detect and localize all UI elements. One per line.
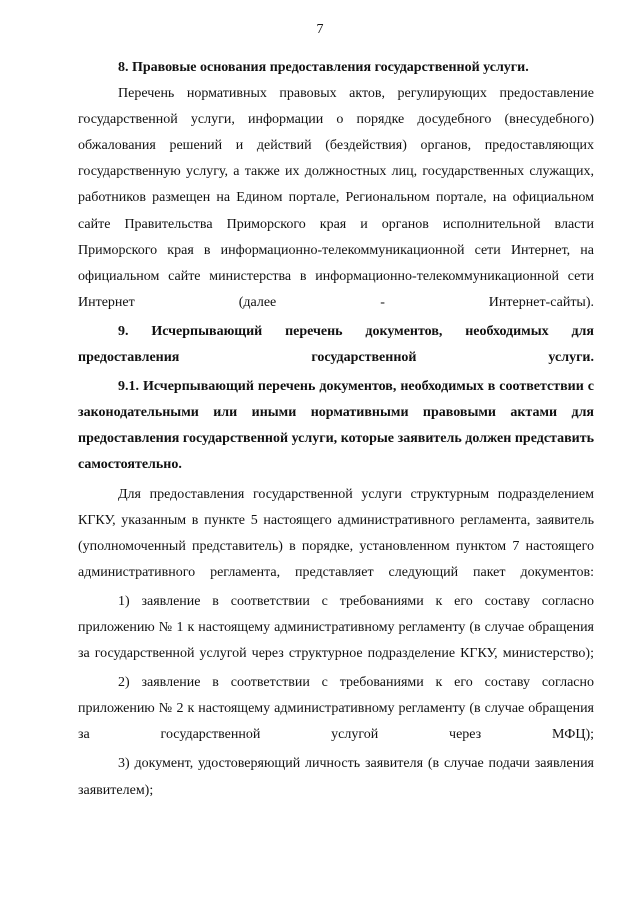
page-number: 7 [316,22,324,37]
section-9-1-heading: 9.1. Исчерпывающий перечень документов, необходимых в соответствии с законодательными или иными нормативными правовыми актами для предоставления государственной услуги, которые заявитель должен представить самостоятельно. [78,379,594,473]
document-body [78,55,594,804]
section-9-heading: 9. Исчерпывающий перечень документов, необходимых для предоставления государственной услуги. [78,323,594,366]
section-8-paragraph: Перечень нормативных правовых актов, регулирующих предоставление государственной услуги, информации о порядке досудебного (внесудебного) обжалования решений и действий (бездействия) органов, предоставляющих государственную услугу, а также их должностных лиц, государственных служащих, работников размещен на Едином портале, Региональном портале, на официальном сайте Правительства Приморского края и органов исполнительной власти Приморского края в информационно-телекоммуникационной сети Интернет, на официальном сайте министерства в информационно-телекоммуникационной сети Интернет (далее - Интернет-сайты). [78,86,594,310]
list-item-3: 3) документ, удостоверяющий личность заявителя (в случае подачи заявления заявителем); [78,756,594,798]
list-item-1: 1) заявление в соответствии с требованиями к его составу согласно приложению № 1 к настоящему административному регламенту (в случае обращения за государственной услугой через структурное подразделение КГКУ, министерство); [78,593,594,662]
section-8-heading: 8. Правовые основания предоставления государственной услуги. [118,60,529,75]
list-item-2: 2) заявление в соответствии с требованиями к его составу согласно приложению № 2 к настоящему административному регламенту (в случае обращения за государственной услугой через МФЦ); [78,675,594,743]
section-9-1-paragraph: Для предоставления государственной услуги структурным подразделением КГКУ, указанным в пункте 5 настоящего административного регламента, заявитель (уполномоченный представитель) в порядке, установленном пунктом 7 настоящего административного регламента, представляет следующий пакет документов: [78,486,594,580]
